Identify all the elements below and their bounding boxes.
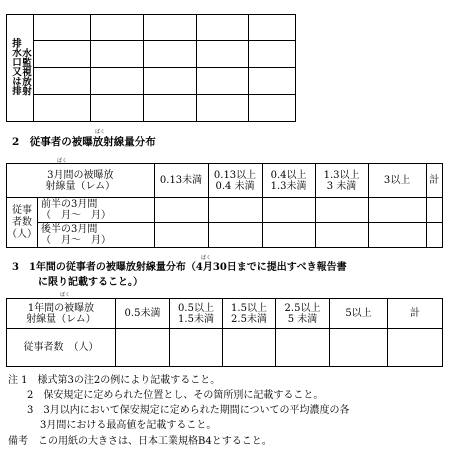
sec3-cell	[330, 329, 388, 367]
monitor-cell	[197, 15, 249, 41]
note-2: 2 保安規定に定められた位置とし、その箇所別に記載すること。	[27, 390, 324, 401]
monitor-cell	[249, 41, 296, 68]
sec3-col-header: 1.5以上 2.5未満	[223, 299, 276, 329]
monitor-cell	[249, 68, 296, 95]
sec2-col-header: 計	[426, 164, 442, 198]
sec2-cell	[208, 223, 262, 248]
sec3-col-header: 2.5以上 5 未満	[276, 299, 330, 329]
sec2-table	[6, 163, 443, 248]
sec3-col-header: 0.5以上 1.5未満	[170, 299, 223, 329]
sec2-cell	[368, 198, 426, 223]
monitor-cell	[197, 41, 249, 68]
sec3-head-ruby: ばく	[60, 292, 71, 298]
sec2-cell	[426, 198, 442, 223]
sec3-col-header: 5以上	[330, 299, 388, 329]
monitor-label-cell	[7, 15, 34, 122]
monitor-cell	[144, 95, 197, 122]
sec2-cell	[154, 223, 208, 248]
monitor-cell	[249, 95, 296, 122]
sec2-col-header: 3以上	[368, 164, 426, 198]
sec2-cell	[262, 198, 315, 223]
monitor-cell	[91, 41, 144, 68]
monitor-cell	[197, 95, 249, 122]
sec2-head-label: 3月間の被曝放 射線量（レム）	[7, 164, 155, 198]
sec2-row-first-half: 前半の3月間 （ 月～ 月）	[38, 198, 155, 223]
sec3-cell	[223, 329, 276, 367]
remark: 備考 この用紙の大きさは、日本工業規格B4とすること。	[8, 436, 272, 447]
monitor-cell	[34, 95, 91, 122]
monitor-label-col2: 排水口又は排	[10, 38, 21, 95]
note-1: 注 1 様式第3の注2の例により記載すること。	[8, 375, 221, 386]
monitor-cell	[144, 15, 197, 41]
sec3-title-line2: に限り記載すること。）	[38, 277, 143, 288]
monitor-cell	[197, 68, 249, 95]
monitor-cell	[91, 15, 144, 41]
sec3-cell	[116, 329, 170, 367]
sec2-cell	[154, 198, 208, 223]
sec2-cell	[262, 223, 315, 248]
sec2-row-second-half: 後半の3月間 （ 月～ 月）	[38, 223, 155, 248]
monitor-table	[6, 14, 296, 122]
monitor-cell	[249, 15, 296, 41]
sec2-cell	[426, 223, 442, 248]
sec2-col-header: 0.13未満	[154, 164, 208, 198]
monitor-cell	[144, 41, 197, 68]
sec3-cell	[170, 329, 223, 367]
sec2-col-header: 0.4以上 1.3未満	[262, 164, 315, 198]
sec3-table	[6, 298, 443, 367]
sec3-title: 3 1年間の従事者の被曝放射線量分布（4月30日までに提出すべき報告書	[12, 262, 347, 273]
sec3-cell	[276, 329, 330, 367]
monitor-cell	[34, 68, 91, 95]
sec2-cell	[208, 198, 262, 223]
sec2-col-header: 0.13以上 0.4 未満	[208, 164, 262, 198]
monitor-cell	[144, 68, 197, 95]
sec2-ruby: ばく	[95, 129, 106, 135]
sec2-title: 2 従事者の被曝放射線量分布	[12, 136, 156, 148]
sec3-row-label: 従事者数 （人）	[7, 329, 116, 367]
sec2-cell	[315, 198, 368, 223]
note-3: 3 3月以内において保安規定に定められた期間についての平均濃度の各	[27, 405, 350, 416]
sec3-ruby: ばく	[201, 255, 212, 261]
monitor-cell	[34, 41, 91, 68]
monitor-cell	[91, 68, 144, 95]
sec2-cell	[315, 223, 368, 248]
sec2-cell	[368, 223, 426, 248]
note-3-cont: 3月間における最高値を記載すること。	[40, 420, 217, 431]
monitor-cell	[91, 95, 144, 122]
sec3-head-label: 1年間の被曝放 射線量（レム）	[7, 299, 116, 329]
sec3-col-header: 0.5未満	[116, 299, 170, 329]
sec2-head-ruby: ばく	[57, 158, 68, 164]
monitor-cell	[34, 15, 91, 41]
sec3-cell	[388, 329, 443, 367]
monitor-label-col1: 水監視放射	[20, 47, 31, 95]
sec2-col-header: 1.3以上 3 未満	[315, 164, 368, 198]
sec3-col-header: 計	[388, 299, 443, 329]
sec2-row-group: 従事 者数 （人）	[7, 198, 38, 248]
